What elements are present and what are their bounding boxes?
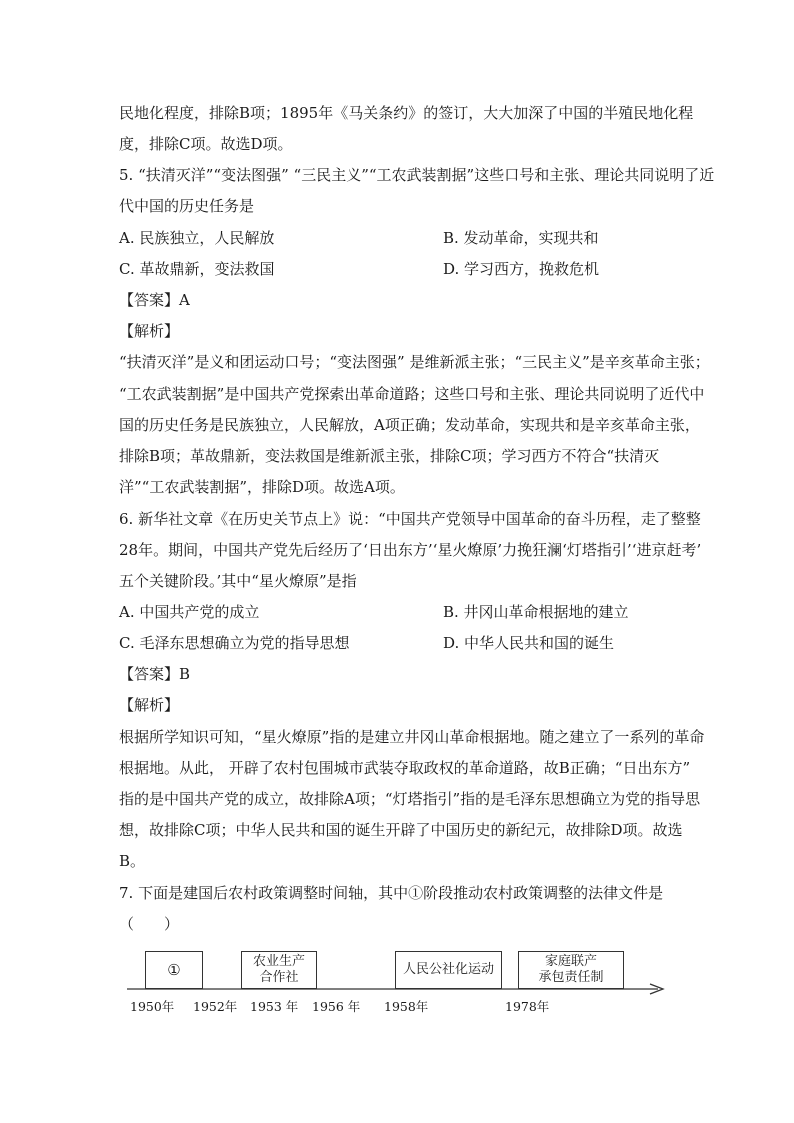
text-line: 排除B项；革故鼎新，变法救国是维新派主张，排除C项；学习西方不符合“扶清灭: [119, 447, 660, 465]
timeline-year: 1978年: [505, 999, 550, 1014]
q5-analysis-heading: 【解析】: [119, 322, 180, 340]
timeline-year: 1953 年: [250, 999, 299, 1014]
q6-analysis-heading: 【解析】: [119, 696, 180, 714]
text-line: 指的是中国共产党的成立，故排除A项；“灯塔指引”指的是毛泽东思想确立为党的指导思: [119, 790, 701, 808]
q5-option-c: C. 革故鼎新，变法救国: [119, 260, 275, 278]
timeline-stage-4-label-line2: 承包责任制: [538, 970, 604, 985]
question-6-stem: 28年。期间，中国共产党先后经历了‘日出东方’‘星火燎原’力挽狂澜‘灯塔指引’‘进京赶考’: [119, 541, 702, 559]
timeline-stage-3-label: 人民公社化运动: [402, 962, 494, 977]
timeline-stage-1-label: ①: [167, 961, 181, 979]
text-line: 民地化程度，排除B项；1895年《马关条约》的签订，大大加深了中国的半殖民地化程: [119, 104, 694, 122]
timeline-year: 1950年: [130, 999, 175, 1014]
timeline-stage-4-label-line1: 家庭联产: [544, 954, 597, 969]
question-6-stem: 五个关键阶段。’其中“星火燎原”是指: [119, 572, 357, 590]
text-line: “扶清灭洋”是义和团运动口号；“变法图强” 是维新派主张；“三民主义”是辛亥革命主张；: [119, 353, 710, 371]
timeline-stage-4: [518, 951, 624, 989]
q5-option-d: D. 学习西方，挽救危机: [443, 260, 600, 278]
timeline-year: 1958年: [384, 999, 429, 1014]
q5-option-b: B. 发动革命，实现共和: [443, 229, 599, 247]
q5-option-a: A. 民族独立，人民解放: [119, 229, 275, 247]
timeline-stage-2-label-line1: 农业生产: [252, 954, 305, 969]
question-5-stem: 代中国的历史任务是: [119, 197, 255, 215]
text-line: 根据所学知识可知，“星火燎原”指的是建立井冈山革命根据地。随之建立了一系列的革命: [119, 728, 705, 746]
q6-option-b: B. 井冈山革命根据地的建立: [443, 603, 629, 621]
q6-option-c: C. 毛泽东思想确立为党的指导思想: [119, 634, 350, 652]
text-line: 洋”“工农武装割据”，排除D项。故选A项。: [119, 478, 405, 496]
text-line: 想，故排除C项；中华人民共和国的诞生开辟了中国历史的新纪元，故排除D项。故选: [119, 821, 683, 839]
timeline-stage-1: [145, 951, 203, 989]
text-line: “工农武装割据”是中国共产党探索出革命道路；这些口号和主张、理论共同说明了近代中: [119, 385, 705, 403]
q6-option-a: A. 中国共产党的成立: [119, 603, 260, 621]
text-line: B。: [119, 852, 146, 870]
timeline-year: 1956 年: [312, 999, 361, 1014]
timeline-stage-2: [241, 951, 317, 989]
q6-answer: 【答案】B: [119, 665, 191, 683]
text-line: 国的历史任务是民族独立，人民解放，A项正确；发动革命，实现共和是辛亥革命主张，: [119, 416, 700, 434]
question-7-blank: （ ）: [119, 915, 180, 933]
timeline-stage-3: [395, 951, 502, 989]
question-5-stem: 5. “扶清灭洋”“变法图强” “三民主义”“工农武装割据”这些口号和主张、理论共同说明了近: [119, 166, 715, 184]
text-line: 度，排除C项。故选D项。: [119, 135, 293, 153]
question-7-stem: 7. 下面是建国后农村政策调整时间轴，其中①阶段推动农村政策调整的法律文件是: [119, 884, 664, 902]
question-6-stem: 6. 新华社文章《在历史关节点上》说：“中国共产党领导中国革命的奋斗历程，走了整整: [119, 510, 701, 528]
q5-answer: 【答案】A: [119, 291, 190, 309]
text-line: 根据地。从此， 开辟了农村包围城市武装夺取政权的革命道路，故B正确；“日出东方”: [119, 759, 691, 777]
q6-option-d: D. 中华人民共和国的诞生: [443, 634, 615, 652]
timeline-year: 1952年: [193, 999, 238, 1014]
timeline-stage-2-label-line2: 合作社: [259, 970, 299, 985]
